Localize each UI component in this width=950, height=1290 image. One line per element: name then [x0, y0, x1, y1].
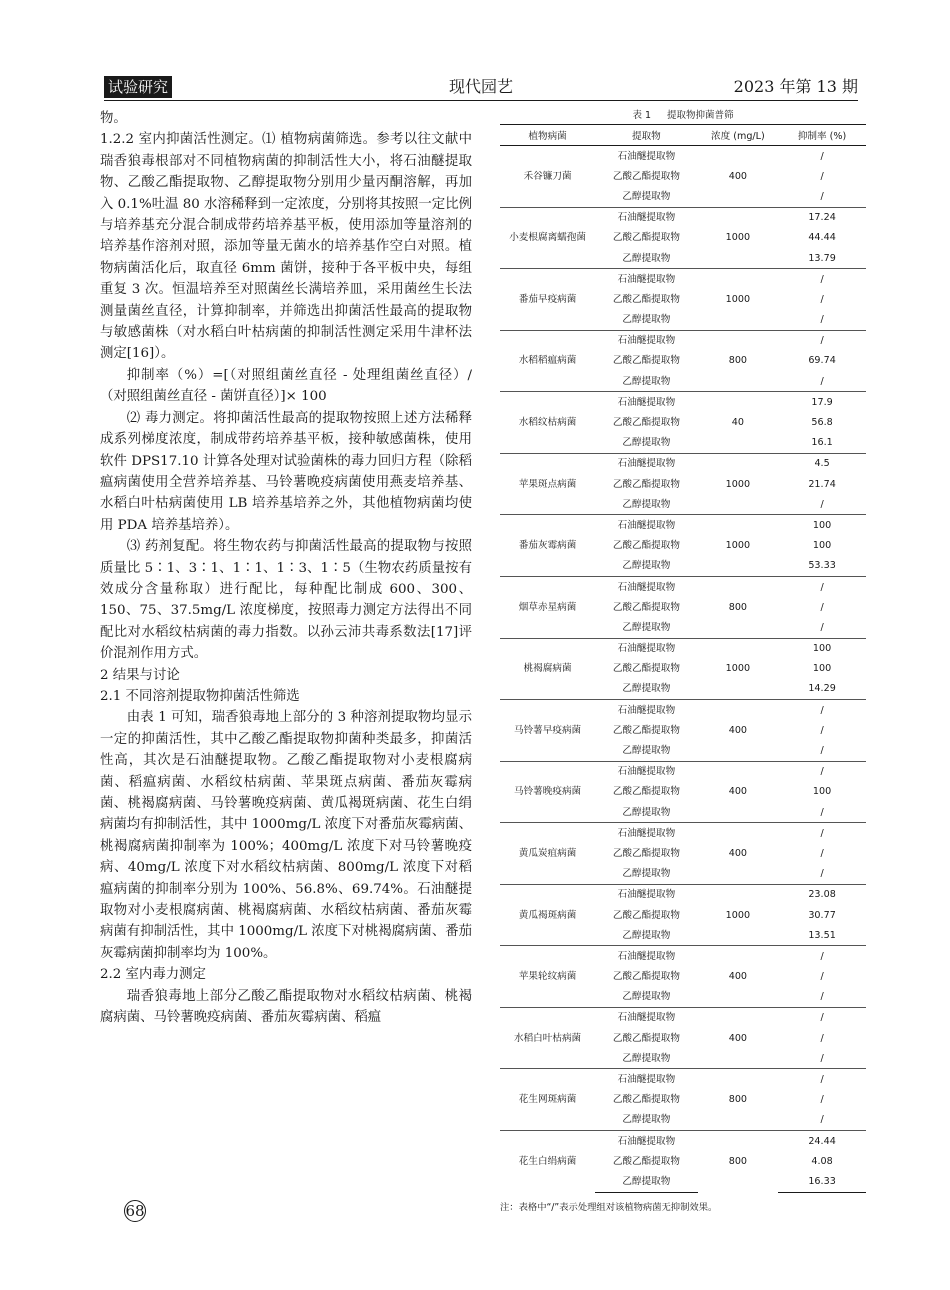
body-paragraph: 由表 1 可知，瑞香狼毒地上部分的 3 种溶剂提取物均显示一定的抑菌活性，其中乙酸乙酯提取物抑菌种类最多，抑菌活性高，其次是石油醚提取物。乙酸乙酯提取物对小麦根腐病菌、稻瘟病菌、水稻纹枯病菌、苹果斑点病菌、番茄灰霉病菌、桃褐腐病菌、马铃薯晚疫病菌、黄瓜褐斑病菌、花生白绢病菌均有抑制活性，其中 1000mg/L 浓度下对番茄灰霉病菌、桃褐腐病菌抑制率为 100%；400mg/L 浓度下对马铃薯晚疫病、40mg/L 浓度下对水稻纹枯病菌、800mg/L 浓度下对稻瘟病菌的抑制率分别为 100%、56.8%、69.74%。石油醚提取物对小麦根腐病菌、桃褐腐病菌、水稻纹枯病菌、番茄灰霉病菌有抑制活性，其中 1000mg/L 浓度下对桃褐腐病菌、番茄灰霉病菌抑制率均为 100%。: [100, 710, 472, 961]
extract-cell: 石油醚提取物: [595, 576, 697, 597]
pathogen-cell: 苹果轮纹病菌: [500, 946, 595, 1008]
extract-cell: 乙醇提取物: [622, 437, 671, 449]
pathogen-cell: 花生网斑病菌: [500, 1069, 595, 1131]
extract-cell: 石油醚提取物: [595, 823, 697, 844]
inhibition-rate-cell: 56.8: [811, 417, 833, 429]
inhibition-rate-cell: /: [778, 576, 866, 597]
inhibition-rate-cell: /: [778, 269, 866, 290]
concentration-cell: 40: [698, 392, 779, 454]
extract-cell: 石油醚提取物: [595, 146, 697, 167]
body-paragraph: 2.1 不同溶剂提取物抑菌活性筛选: [100, 688, 300, 704]
inhibition-rate-cell: /: [820, 991, 824, 1003]
extract-cell: 乙醇提取物: [622, 1052, 671, 1064]
table-row: [500, 392, 866, 413]
inhibition-rate-cell: /: [778, 1007, 866, 1028]
extract-cell: 石油醚提取物: [595, 392, 697, 413]
pathogen-cell: 马铃薯早疫病菌: [500, 700, 595, 762]
concentration-cell: 400: [698, 946, 779, 1008]
header-concentration: 浓度 (mg/L): [698, 125, 779, 146]
concentration-cell: 1000: [698, 638, 779, 700]
extract-cell: 乙酸乙酯提取物: [612, 355, 680, 367]
extract-cell: 乙酸乙酯提取物: [612, 971, 680, 983]
inhibition-rate-cell: 100: [812, 540, 832, 552]
pathogen-cell: 苹果斑点病菌: [500, 453, 595, 515]
table-row: [500, 269, 866, 290]
inhibition-rate-cell: /: [820, 724, 824, 736]
concentration-cell: 400: [698, 1007, 779, 1069]
pathogen-cell: 番茄早疫病菌: [500, 269, 595, 331]
extract-cell: 乙酸乙酯提取物: [612, 847, 680, 859]
pathogen-cell: 番茄灰霉病菌: [500, 515, 595, 577]
issue-label: 2023 年第 13 期: [733, 77, 858, 96]
extract-cell: 乙醇提取物: [622, 745, 671, 757]
inhibition-rate-cell: 100: [778, 515, 866, 536]
pathogen-cell: 马铃薯晚疫病菌: [500, 761, 595, 823]
concentration-cell: 400: [698, 761, 779, 823]
inhibition-rate-cell: /: [820, 621, 824, 633]
extract-cell: 石油醚提取物: [595, 1069, 697, 1090]
extract-cell: 石油醚提取物: [595, 1131, 697, 1152]
pathogen-cell: 桃褐腐病菌: [500, 638, 595, 700]
extract-cell: 石油醚提取物: [595, 269, 697, 290]
concentration-cell: 1000: [698, 453, 779, 515]
pathogen-cell: 黄瓜褐斑病菌: [500, 884, 595, 946]
concentration-cell: 400: [698, 823, 779, 885]
concentration-cell: 800: [698, 1069, 779, 1131]
inhibition-table: [500, 124, 866, 1193]
page-number: 68: [125, 1202, 145, 1220]
table-header-row: [500, 125, 866, 146]
concentration-cell: 1000: [698, 515, 779, 577]
inhibition-rate-cell: 16.33: [778, 1171, 866, 1192]
extract-cell: 乙醇提取物: [622, 375, 671, 387]
inhibition-rate-cell: /: [778, 330, 866, 351]
extract-cell: 乙酸乙酯提取物: [612, 909, 680, 921]
inhibition-rate-cell: /: [778, 1069, 866, 1090]
header-pathogen: 植物病菌: [500, 125, 595, 146]
extract-cell: 乙醇提取物: [622, 683, 671, 695]
body-text-column: [100, 108, 472, 1028]
extract-cell: 石油醚提取物: [595, 761, 697, 782]
extract-cell: 乙酸乙酯提取物: [612, 786, 680, 798]
extract-cell: 乙醇提取物: [622, 991, 671, 1003]
extract-cell: 乙酸乙酯提取物: [612, 293, 680, 305]
extract-cell: 乙酸乙酯提取物: [612, 232, 680, 244]
inhibition-rate-cell: 44.44: [808, 232, 836, 244]
concentration-cell: 800: [698, 576, 779, 638]
inhibition-rate-cell: 17.9: [778, 392, 866, 413]
extract-cell: 乙酸乙酯提取物: [612, 1032, 680, 1044]
table-row: [500, 884, 866, 905]
table-row: [500, 576, 866, 597]
body-paragraph: 2 结果与讨论: [100, 667, 180, 683]
body-paragraph: 瑞香狼毒地上部分乙酸乙酯提取物对水稻纹枯病菌、桃褐腐病菌、马铃薯晚疫病菌、番茄灰霉病菌、稻瘟: [100, 988, 472, 1026]
extract-cell: 石油醚提取物: [595, 700, 697, 721]
inhibition-rate-cell: /: [820, 1032, 824, 1044]
inhibition-rate-cell: 30.77: [808, 909, 836, 921]
extract-cell: 乙醇提取物: [622, 806, 671, 818]
table-1: [500, 108, 866, 1213]
pathogen-cell: 花生白绢病菌: [500, 1131, 595, 1193]
extract-cell: 乙酸乙酯提取物: [612, 663, 680, 675]
concentration-cell: 800: [698, 1131, 779, 1193]
extract-cell: 石油醚提取物: [595, 1007, 697, 1028]
header-extract: 提取物: [595, 125, 697, 146]
pathogen-cell: 水稻白叶枯病菌: [500, 1007, 595, 1069]
inhibition-rate-cell: /: [820, 971, 824, 983]
inhibition-rate-cell: 24.44: [778, 1131, 866, 1152]
table-row: [500, 1007, 866, 1028]
pathogen-cell: 小麦根腐离蠕孢菌: [500, 207, 595, 269]
extract-cell: 石油醚提取物: [595, 453, 697, 474]
inhibition-rate-cell: 100: [778, 638, 866, 659]
extract-cell: 乙酸乙酯提取物: [612, 724, 680, 736]
pathogen-cell: 水稻稻瘟病菌: [500, 330, 595, 392]
concentration-cell: 800: [698, 330, 779, 392]
inhibition-rate-cell: /: [820, 847, 824, 859]
extract-cell: 乙醇提取物: [622, 498, 671, 510]
concentration-cell: 1000: [698, 884, 779, 946]
table-note: 注：表格中“/”表示处理组对该植物病菌无抑制效果。: [500, 1201, 718, 1213]
extract-cell: 石油醚提取物: [595, 515, 697, 536]
inhibition-rate-cell: /: [820, 1052, 824, 1064]
inhibition-rate-cell: /: [820, 170, 824, 182]
extract-cell: 石油醚提取物: [595, 638, 697, 659]
inhibition-rate-cell: /: [778, 761, 866, 782]
inhibition-rate-cell: /: [778, 700, 866, 721]
extract-cell: 乙醇提取物: [622, 560, 671, 572]
concentration-cell: 400: [698, 146, 779, 208]
table-row: [500, 946, 866, 967]
table-row: [500, 146, 866, 167]
inhibition-rate-cell: /: [778, 823, 866, 844]
inhibition-rate-cell: /: [820, 293, 824, 305]
table-number: 表 1: [632, 110, 652, 121]
inhibition-rate-cell: 14.29: [808, 683, 836, 695]
table-body: [500, 146, 866, 1193]
extract-cell: 乙醇提取物: [622, 252, 671, 264]
inhibition-rate-cell: /: [778, 146, 866, 167]
extract-cell: 石油醚提取物: [595, 330, 697, 351]
inhibition-rate-cell: /: [778, 946, 866, 967]
pathogen-cell: 黄瓜炭疽病菌: [500, 823, 595, 885]
inhibition-rate-cell: 23.08: [778, 884, 866, 905]
inhibition-rate-cell: /: [820, 745, 824, 757]
extract-cell: 乙醇提取物: [622, 314, 671, 326]
table-row: [500, 1069, 866, 1090]
extract-cell: 乙醇提取物: [595, 1171, 697, 1192]
concentration-cell: 1000: [698, 207, 779, 269]
body-paragraph: ⑶ 药剂复配。将生物农药与抑菌活性最高的提取物与按照质量比 5∶1、3∶1、1∶1、1∶3、1∶5（生物农药质量按有效成分含量称取）进行配比，每种配比制成 600、300、150、75、37.5mg/L 浓度梯度，按照毒力测定方法得出不同配比对水稻纹枯病菌的毒力指数。以孙云沛共毒系数法[17]评价混剂作用方式。: [100, 539, 472, 662]
inhibition-rate-cell: /: [820, 498, 824, 510]
body-paragraph: 1.2.2 室内抑菌活性测定。⑴ 植物病菌筛选。参考以往文献中瑞香狼毒根部对不同植物病菌的抑制活性大小，将石油醚提取物、乙酸乙酯提取物、乙醇提取物分别用少量丙酮溶解，再加入 0.1%吐温 80 水溶稀释到一定浓度，分别将其按照一定比例与培养基充分混合制成带药培养基平板，使用添加等量溶剂的培养基作溶剂对照，添加等量无菌水的培养基作空白对照。植物病菌活化后，取直径 6mm 菌饼，接种于各平板中央，每组重复 3 次。恒温培养至对照菌丝长满培养皿，采用菌丝生长法测量菌丝直径，计算抑制率，并筛选出抑菌活性最高的提取物与敏感菌株（对水稻白叶枯病菌的抑制活性测定采用牛津杯法测定[16]）。: [100, 132, 472, 362]
inhibition-rate-cell: /: [820, 314, 824, 326]
section-tag: 试验研究: [104, 76, 172, 98]
extract-cell: 乙酸乙酯提取物: [612, 601, 680, 613]
inhibition-rate-cell: /: [820, 1094, 824, 1106]
extract-cell: 乙酸乙酯提取物: [612, 1155, 680, 1167]
extract-cell: 乙酸乙酯提取物: [612, 478, 680, 490]
running-header: [104, 76, 858, 102]
extract-cell: 乙酸乙酯提取物: [612, 170, 680, 182]
inhibition-rate-cell: 4.5: [778, 453, 866, 474]
inhibition-rate-cell: /: [820, 806, 824, 818]
table-row: [500, 207, 866, 228]
table-row: [500, 638, 866, 659]
table-row: [500, 453, 866, 474]
inhibition-rate-cell: 21.74: [808, 478, 836, 490]
inhibition-rate-cell: 16.1: [811, 437, 833, 449]
inhibition-rate-cell: /: [820, 868, 824, 880]
inhibition-rate-cell: 100: [812, 663, 832, 675]
table-caption: [500, 108, 866, 124]
inhibition-rate-cell: 4.08: [811, 1155, 833, 1167]
inhibition-rate-cell: /: [820, 375, 824, 387]
table-row: [500, 1131, 866, 1152]
inhibition-rate-cell: /: [820, 190, 824, 202]
table-row: [500, 700, 866, 721]
body-paragraph: 物。: [100, 111, 127, 126]
pathogen-cell: 水稻纹枯病菌: [500, 392, 595, 454]
inhibition-rate-cell: /: [820, 601, 824, 613]
body-paragraph: 2.2 室内毒力测定: [100, 967, 206, 983]
concentration-cell: 1000: [698, 269, 779, 331]
pathogen-cell: 禾谷镰刀菌: [500, 146, 595, 208]
inhibition-rate-cell: 100: [812, 786, 832, 798]
extract-cell: 石油醚提取物: [595, 946, 697, 967]
extract-cell: 乙酸乙酯提取物: [612, 1094, 680, 1106]
extract-cell: 乙醇提取物: [622, 190, 671, 202]
header-rule: [104, 100, 858, 101]
inhibition-rate-cell: 13.79: [808, 252, 836, 264]
table-title: 提取物抑菌普筛: [667, 110, 734, 121]
inhibition-rate-cell: 13.51: [808, 929, 836, 941]
inhibition-rate-cell: 69.74: [808, 355, 836, 367]
pathogen-cell: 烟草赤星病菌: [500, 576, 595, 638]
concentration-cell: 400: [698, 700, 779, 762]
extract-cell: 乙酸乙酯提取物: [612, 417, 680, 429]
extract-cell: 乙酸乙酯提取物: [612, 540, 680, 552]
extract-cell: 石油醚提取物: [595, 884, 697, 905]
journal-title: 现代园艺: [448, 77, 513, 96]
header-inhibition-rate: 抑制率 (%): [778, 125, 866, 146]
table-row: [500, 515, 866, 536]
table-row: [500, 330, 866, 351]
extract-cell: 乙醇提取物: [622, 1114, 671, 1126]
extract-cell: 乙醇提取物: [622, 929, 671, 941]
extract-cell: 乙醇提取物: [622, 621, 671, 633]
inhibition-rate-cell: 53.33: [808, 560, 836, 572]
body-paragraph: 抑制率（%）=[（对照组菌丝直径 - 处理组菌丝直径）/（对照组菌丝直径 - 菌饼直径）]× 100: [100, 367, 472, 405]
table-row: [500, 761, 866, 782]
table-row: [500, 823, 866, 844]
body-paragraph: ⑵ 毒力测定。将抑菌活性最高的提取物按照上述方法稀释成系列梯度浓度，制成带药培养基平板，接种敏感菌株，使用软件 DPS17.10 计算各处理对试验菌株的毒力回归方程（除稻瘟病菌使用全营养培养基、马铃薯晚疫病菌使用燕麦培养基、水稻白叶枯病菌使用 LB 培养基培养之外，其他植物病菌均使用 PDA 培养基培养）。: [100, 410, 472, 533]
extract-cell: 石油醚提取物: [595, 207, 697, 228]
extract-cell: 乙醇提取物: [622, 868, 671, 880]
inhibition-rate-cell: /: [820, 1114, 824, 1126]
inhibition-rate-cell: 17.24: [778, 207, 866, 228]
